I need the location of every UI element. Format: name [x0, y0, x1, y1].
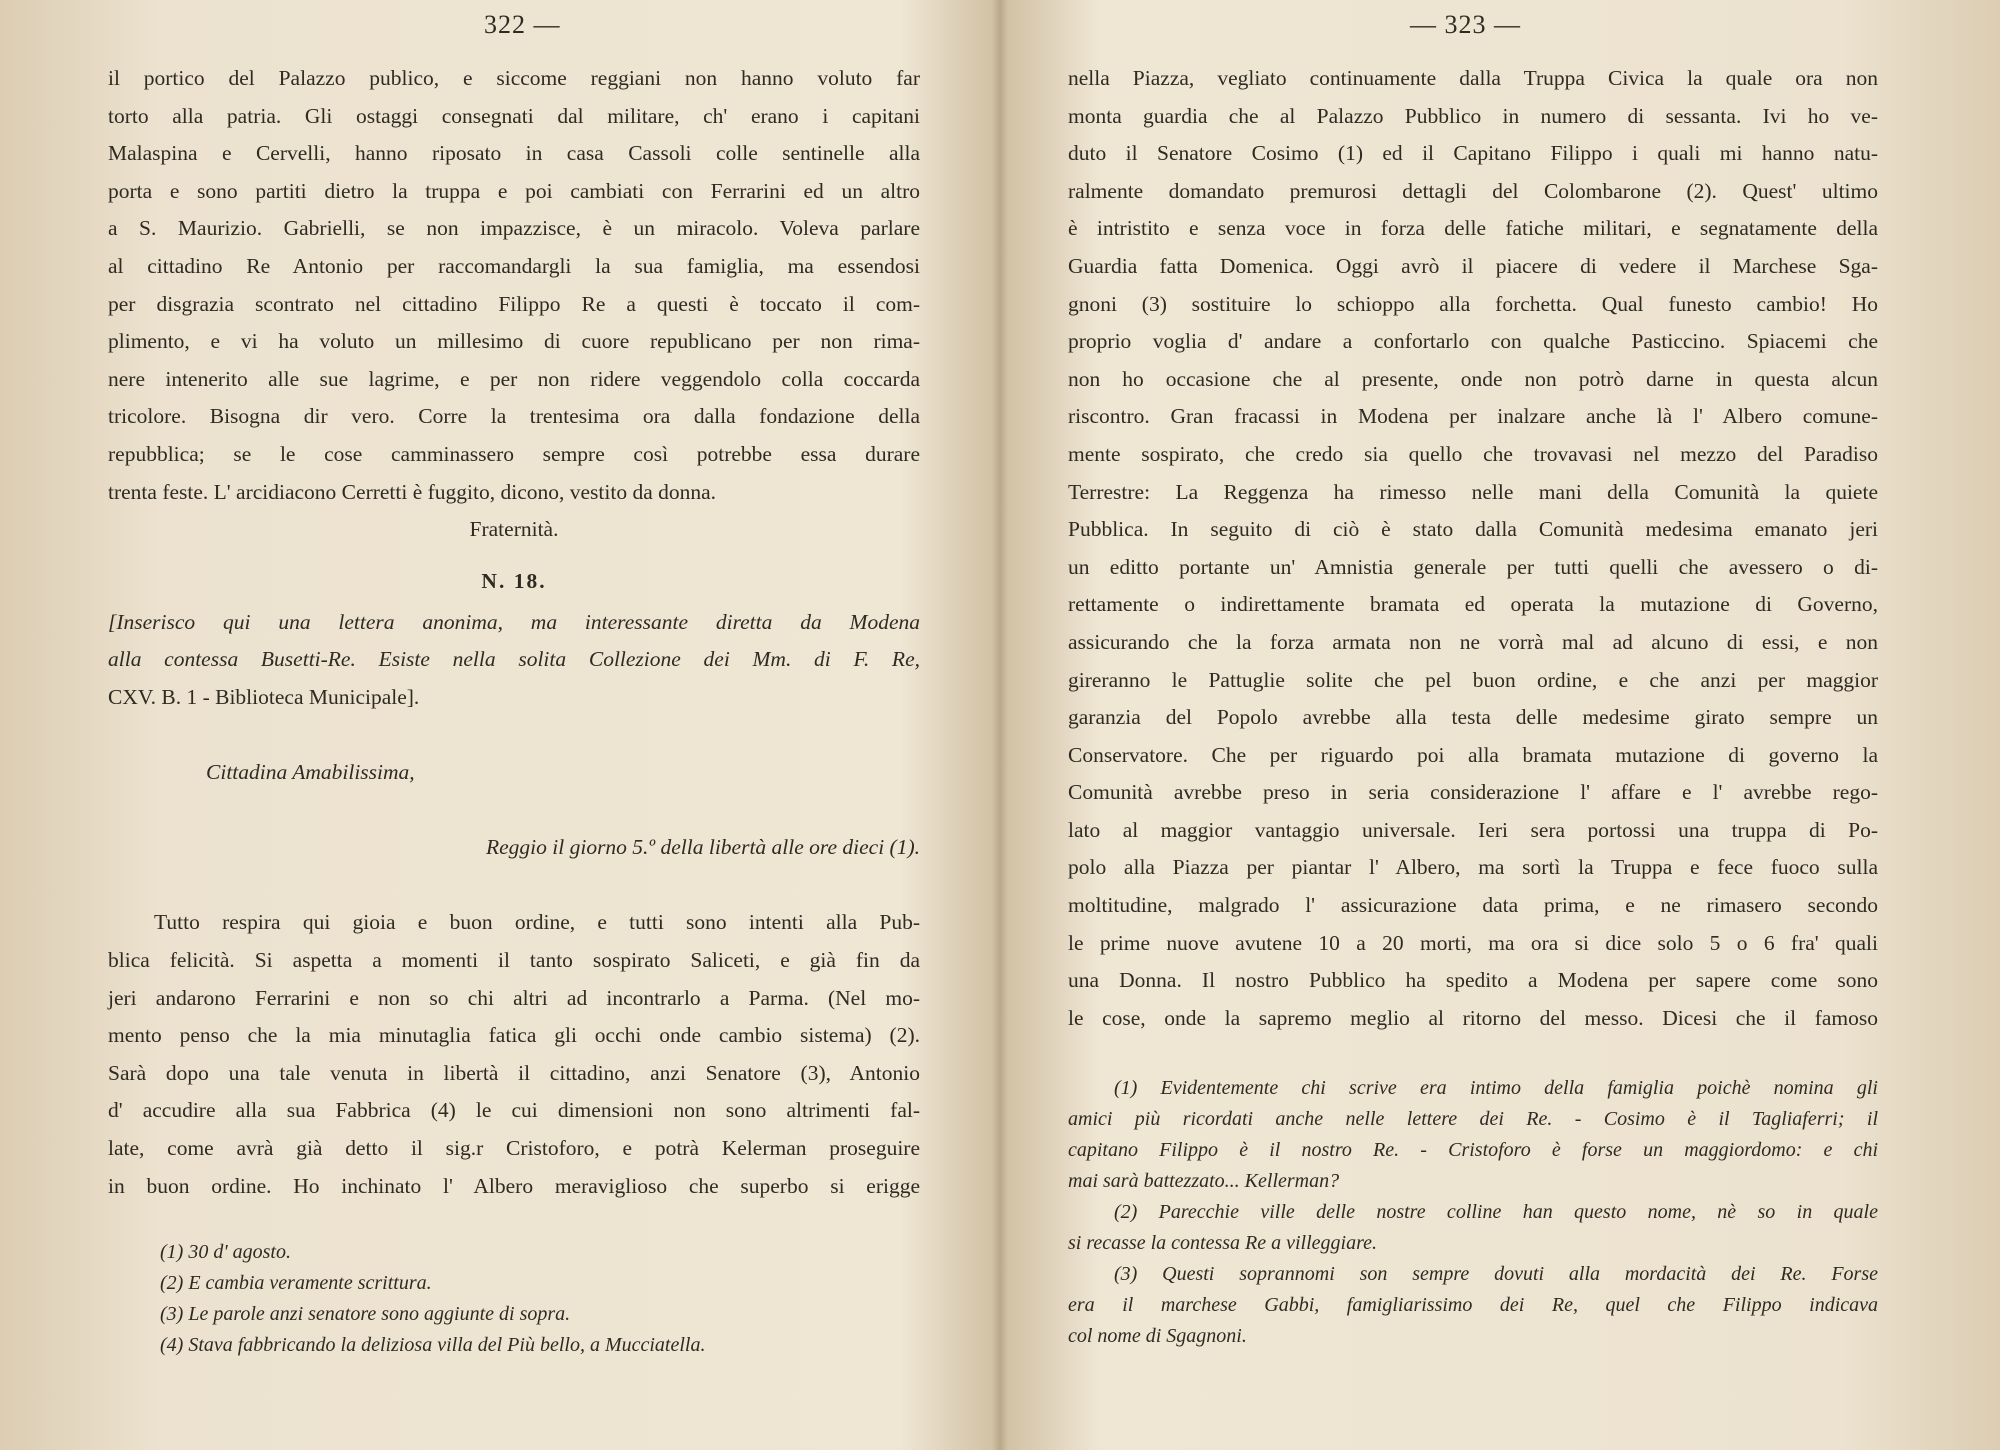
text-line: rettamente o indirettamente bramata ed operata la mutazione di Governo,: [1068, 592, 1878, 617]
text-line: è intristito e senza voce in forza delle fatiche militari, e segnatamente della: [1068, 216, 1878, 241]
text-line: gireranno le Pattuglie solite che pel buon ordine, e che anzi per maggior: [1068, 667, 1878, 692]
footnote: (3) Le parole anzi senatore sono aggiunte di sopra.: [160, 1303, 571, 1325]
footnote: mai sarà battezzato... Kellerman?: [1068, 1170, 1340, 1192]
footnote: era il marchese Gabbi, famigliarissimo dei Re, quel che Filippo indicava: [1068, 1294, 1878, 1316]
letter-line: late, come avrà già detto il sig.r Cristoforo, e potrà Kelerman proseguire: [108, 1136, 920, 1161]
text-line: nella Piazza, vegliato continuamente dalla Truppa Civica la quale ora non: [1068, 66, 1878, 90]
text-line: nere intenerito alle sue lagrime, e per non ridere veggendolo colla coccarda: [108, 366, 920, 391]
letter-line: blica felicità. Si aspetta a momenti il tanto sospirato Saliceti, e già fin da: [108, 948, 920, 973]
text-line: un editto portante un' Amnistia generale per tutti quelli che avessero o di-: [1068, 554, 1878, 579]
salutation: Cittadina Amabilissima,: [206, 760, 415, 785]
text-line: Pubblica. In seguito di ciò è stato dalla Comunità medesima emanato jeri: [1068, 517, 1878, 542]
text-line: mente sospirato, che credo sia quello che trovavasi nel mezzo del Paradiso: [1068, 441, 1878, 466]
text-line: plimento, e vi ha voluto un millesimo di cuore republicano per non rima-: [108, 329, 920, 354]
page-number-right: — 323 —: [1410, 10, 1521, 39]
text-line: Comunità avrebbe preso in seria considerazione l' affare e l' avrebbe rego-: [1068, 780, 1878, 805]
right-page: [1000, 0, 2000, 1450]
text-line: non ho occasione che al presente, onde non potrò darne in questa alcun: [1068, 366, 1878, 391]
text-line: trenta feste. L' arcidiacono Cerretti è fuggito, dicono, vestito da donna.: [108, 479, 717, 504]
left-body-text: [108, 60, 920, 1205]
text-line: lato al maggior vantaggio universale. Ieri sera portossi una truppa di Po-: [1068, 817, 1878, 842]
letter-line: jeri andarono Ferrarini e non so chi altri ad incontrarlo a Parma. (Nel mo-: [108, 985, 920, 1010]
text-line: Conservatore. Che per riguardo poi alla bramata mutazione di governo la: [1068, 742, 1878, 767]
footnote: col nome di Sgagnoni.: [1068, 1325, 1247, 1347]
text-line: assicurando che la forza armata non ne vorrà mal ad alcuno di essi, e non: [1068, 629, 1878, 654]
text-line: Malaspina e Cervelli, hanno riposato in casa Cassoli colle sentinelle alla: [108, 141, 920, 166]
text-line: torto alla patria. Gli ostaggi consegnati dal militare, ch' erano i capitani: [108, 103, 920, 128]
section-heading: N. 18.: [481, 568, 547, 593]
text-line: moltitudine, malgrado l' assicurazione data prima, e ne rimasero secondo: [1068, 893, 1878, 918]
text-line: proprio voglia d' andare a confortarlo con qualche Pasticcino. Spiacemi che: [1068, 329, 1878, 354]
text-line: garanzia del Popolo avrebbe alla testa delle medesime girato sempre un: [1068, 705, 1878, 730]
intro-line: [Inserisco qui una lettera anonima, ma interessante diretta da Modena: [108, 609, 920, 634]
spacer: [108, 717, 920, 755]
letter-line: d' accudire alla sua Fabbrica (4) le cui dimensioni non sono altrimenti fal-: [108, 1098, 920, 1123]
letter-line: mento penso che la mia minutaglia fatica gli occhi onde cambio sistema) (2).: [108, 1023, 920, 1048]
letter-line: in buon ordine. Ho inchinato l' Albero meraviglioso che superbo si erigge: [108, 1173, 920, 1198]
text-line: il portico del Palazzo publico, e siccome reggiani non hanno voluto far: [108, 66, 920, 90]
footnote: capitano Filippo è il nostro Re. - Cristoforo è forse un maggiordomo: e chi: [1068, 1139, 1878, 1161]
footnote: (4) Stava fabbricando la deliziosa villa del Più bello, a Mucciatella.: [160, 1334, 706, 1356]
dateline: Reggio il giorno 5.º della libertà alle ore dieci (1).: [486, 835, 920, 860]
right-body-text: [1068, 60, 1878, 1037]
footnote: (3) Questi soprannomi son sempre dovuti alla mordacità dei Re. Forse: [1114, 1263, 1878, 1285]
text-line: le cose, onde la sapremo meglio al ritorno del messo. Dicesi che il famoso: [1068, 1005, 1878, 1030]
intro-line: CXV. B. 1 - Biblioteca Municipale].: [108, 684, 420, 709]
footnote: (2) Parecchie ville delle nostre colline han questo nome, nè so in quale: [1114, 1201, 1878, 1223]
text-line: Terrestre: La Reggenza ha rimesso nelle mani della Comunità la quiete: [1068, 479, 1878, 504]
page-number-left: 322 —: [484, 10, 561, 39]
text-line: polo alla Piazza per piantar l' Albero, ma sortì la Truppa e fece fuoco sulla: [1068, 855, 1878, 880]
footnote: (1) Evidentemente chi scrive era intimo della famiglia poichè nomina gli: [1114, 1077, 1878, 1099]
spacer: [108, 867, 920, 905]
text-line: tricolore. Bisogna dir vero. Corre la trentesima ora dalla fondazione della: [108, 404, 920, 429]
text-line: per disgrazia scontrato nel cittadino Filippo Re a questi è toccato il com-: [108, 291, 920, 316]
letter-line: Tutto respira qui gioia e buon ordine, e tutti sono intenti alla Pub-: [154, 910, 920, 935]
text-line: Guardia fatta Domenica. Oggi avrò il piacere di vedere il Marchese Sga-: [1068, 253, 1878, 278]
text-line: a S. Maurizio. Gabrielli, se non impazzisce, è un miracolo. Voleva parlare: [108, 216, 920, 241]
text-line: ralmente domandato premurosi dettagli del Colombarone (2). Quest' ultimo: [1068, 178, 1878, 203]
footnote: amici più ricordati anche nelle lettere dei Re. - Cosimo è il Tagliaferri; il: [1068, 1108, 1878, 1130]
spacer: [108, 792, 920, 830]
text-line: repubblica; se le cose camminassero sempre così potrebbe essa durare: [108, 441, 920, 466]
text-line: le prime nuove avutene 10 a 20 morti, ma ora si dice solo 5 o 6 fra' quali: [1068, 930, 1878, 955]
closing-fraternita: Fraternità.: [469, 517, 559, 542]
text-line: monta guardia che al Palazzo Pubblico in numero di sessanta. Ivi ho ve-: [1068, 103, 1878, 128]
text-line: porta e sono partiti dietro la truppa e poi cambiati con Ferrarini ed un altro: [108, 178, 920, 203]
text-line: gnoni (3) sostituire lo schioppo alla forchetta. Qual funesto cambio! Ho: [1068, 291, 1878, 316]
left-footnotes: [160, 1237, 920, 1361]
text-line: duto il Senatore Cosimo (1) ed il Capitano Filippo i quali mi hanno natu-: [1068, 141, 1878, 166]
text-line: una Donna. Il nostro Pubblico ha spedito a Modena per sapere come sono: [1068, 968, 1878, 993]
footnote: (1) 30 d' agosto.: [160, 1241, 291, 1263]
intro-line: alla contessa Busetti-Re. Esiste nella solita Collezione dei Mm. di F. Re,: [108, 647, 920, 672]
footnote: (2) E cambia veramente scrittura.: [160, 1272, 432, 1294]
text-line: al cittadino Re Antonio per raccomandargli la sua famiglia, ma essendosi: [108, 253, 920, 278]
right-footnotes: [1068, 1073, 1878, 1352]
text-line: riscontro. Gran fracassi in Modena per inalzare anche là l' Albero comune-: [1068, 404, 1878, 429]
letter-line: Sarà dopo una tale venuta in libertà il cittadino, anzi Senatore (3), Antonio: [108, 1060, 920, 1085]
footnote: si recasse la contessa Re a villeggiare.: [1068, 1232, 1378, 1254]
